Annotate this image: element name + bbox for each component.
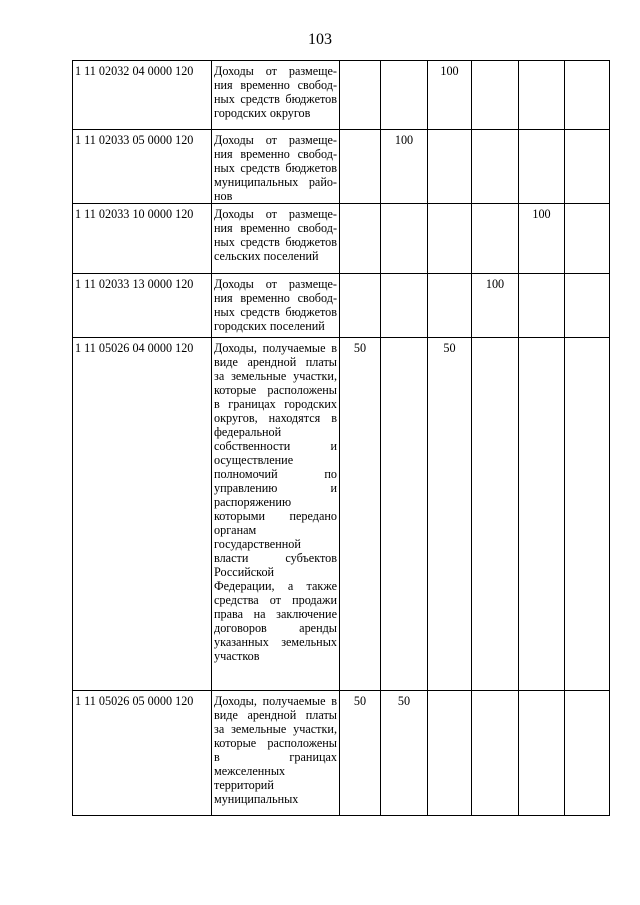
table-row: [73, 61, 610, 130]
amount-cell: 50: [340, 691, 381, 816]
amount-cell: [565, 130, 610, 204]
revenue-name-cell: [212, 274, 340, 338]
amount-cell: [381, 274, 428, 338]
revenue-name-line: ных средств бюджетов: [214, 305, 337, 319]
amount-cell: 50: [428, 338, 472, 691]
amount-cell: [340, 130, 381, 204]
revenue-name-line: за земельные участки,: [214, 722, 337, 736]
budget-code-cell: 1 11 02032 04 0000 120: [73, 61, 212, 130]
amount-cell: 100: [381, 130, 428, 204]
revenue-name-line: Доходы от размеще-: [214, 207, 337, 221]
amount-cell: [381, 338, 428, 691]
revenue-name-line: Доходы, получаемые в: [214, 694, 337, 708]
revenue-name-line: виде арендной платы: [214, 708, 337, 722]
revenue-name-line: ния временно свобод-: [214, 78, 337, 92]
revenue-name-line: муниципальных райо-: [214, 175, 337, 189]
amount-cell: [381, 204, 428, 274]
amount-cell: [472, 61, 519, 130]
revenue-name-line: городских поселений: [214, 319, 325, 333]
revenue-name-line: Федерации, а также: [214, 579, 337, 593]
revenue-name-line: ных средств бюджетов: [214, 161, 337, 175]
revenue-name-line: Доходы от размеще-: [214, 64, 337, 78]
table-row: [73, 130, 610, 204]
revenue-name-line: которые расположены: [214, 736, 337, 750]
revenue-name-line: за земельные участки,: [214, 369, 337, 383]
budget-code-cell: 1 11 02033 13 0000 120: [73, 274, 212, 338]
amount-cell: [340, 274, 381, 338]
table-row: [73, 691, 610, 816]
revenue-name-line: Российской: [214, 565, 275, 579]
amount-cell: [381, 61, 428, 130]
revenue-table: [72, 60, 610, 816]
table-row: [73, 204, 610, 274]
amount-cell: 50: [340, 338, 381, 691]
budget-code-cell: 1 11 05026 05 0000 120: [73, 691, 212, 816]
revenue-name-line: органам: [214, 523, 257, 537]
amount-cell: [428, 204, 472, 274]
revenue-name-line: средства от продажи: [214, 593, 337, 607]
amount-cell: [565, 204, 610, 274]
amount-cell: 100: [519, 204, 565, 274]
revenue-name-line: городских округов: [214, 106, 311, 120]
revenue-name-line: управлению и: [214, 481, 337, 495]
revenue-name-line: ния временно свобод-: [214, 291, 337, 305]
revenue-name-line: межселенных: [214, 764, 286, 778]
revenue-name-line: в границах: [214, 750, 337, 764]
revenue-name-line: полномочий по: [214, 467, 337, 481]
revenue-name-cell: [212, 204, 340, 274]
revenue-name-line: ных средств бюджетов: [214, 92, 337, 106]
revenue-name-line: федеральной: [214, 425, 282, 439]
amount-cell: [472, 338, 519, 691]
revenue-name-cell: [212, 130, 340, 204]
amount-cell: [519, 61, 565, 130]
amount-cell: [519, 691, 565, 816]
revenue-name-line: участков: [214, 649, 260, 663]
amount-cell: 100: [472, 274, 519, 338]
revenue-name-line: округов, находятся в: [214, 411, 337, 425]
amount-cell: [472, 691, 519, 816]
revenue-name-cell: [212, 338, 340, 691]
amount-cell: [565, 61, 610, 130]
revenue-name-line: Доходы от размеще-: [214, 277, 337, 291]
amount-cell: [565, 691, 610, 816]
revenue-name-line: права на заключение: [214, 607, 337, 621]
budget-code-cell: 1 11 05026 04 0000 120: [73, 338, 212, 691]
revenue-name-line: указанных земельных: [214, 635, 337, 649]
revenue-name-cell: [212, 691, 340, 816]
revenue-name-line: нов: [214, 189, 233, 203]
budget-code-cell: 1 11 02033 05 0000 120: [73, 130, 212, 204]
revenue-name-line: которые расположены: [214, 383, 337, 397]
revenue-name-line: ния временно свобод-: [214, 221, 337, 235]
revenue-name-line: виде арендной платы: [214, 355, 337, 369]
revenue-name-line: сельских поселений: [214, 249, 319, 263]
amount-cell: [565, 274, 610, 338]
amount-cell: [519, 130, 565, 204]
amount-cell: [428, 130, 472, 204]
amount-cell: 50: [381, 691, 428, 816]
amount-cell: [565, 338, 610, 691]
revenue-name-line: власти субъектов: [214, 551, 337, 565]
revenue-name-line: Доходы, получаемые в: [214, 341, 337, 355]
revenue-name-line: в границах городских: [214, 397, 337, 411]
amount-cell: [340, 204, 381, 274]
revenue-name-line: договоров аренды: [214, 621, 337, 635]
revenue-name-line: ния временно свобод-: [214, 147, 337, 161]
revenue-name-line: муниципальных: [214, 792, 299, 806]
revenue-name-line: территорий: [214, 778, 274, 792]
amount-cell: [428, 274, 472, 338]
revenue-name-line: осуществление: [214, 453, 294, 467]
table-row: [73, 274, 610, 338]
table-row: [73, 338, 610, 691]
revenue-name-line: которыми передано: [214, 509, 337, 523]
amount-cell: [519, 338, 565, 691]
amount-cell: [472, 130, 519, 204]
amount-cell: [472, 204, 519, 274]
revenue-name-line: распоряжению: [214, 495, 292, 509]
revenue-name-line: Доходы от размеще-: [214, 133, 337, 147]
amount-cell: [519, 274, 565, 338]
page-number: 103: [308, 31, 332, 48]
revenue-name-cell: [212, 61, 340, 130]
revenue-name-line: ных средств бюджетов: [214, 235, 337, 249]
revenue-name-line: государственной: [214, 537, 301, 551]
revenue-name-line: собственности и: [214, 439, 337, 453]
amount-cell: [428, 691, 472, 816]
amount-cell: 100: [428, 61, 472, 130]
amount-cell: [340, 61, 381, 130]
budget-code-cell: 1 11 02033 10 0000 120: [73, 204, 212, 274]
